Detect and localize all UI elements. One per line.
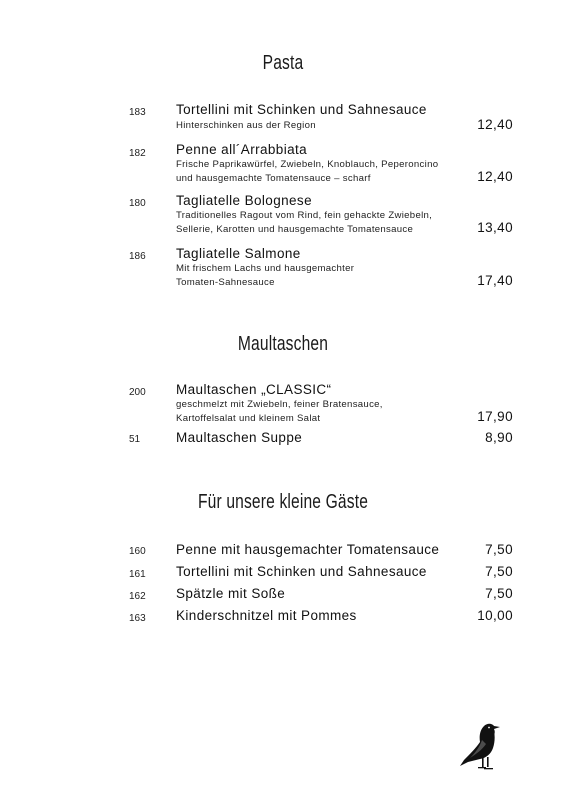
item-number: 180	[129, 198, 146, 209]
item-name: Maultaschen „CLASSIC“	[176, 382, 332, 397]
item-name: Kinderschnitzel mit Pommes	[176, 608, 357, 623]
section-title-maultaschen: Maultaschen	[237, 333, 329, 355]
item-price: 10,00	[477, 608, 513, 623]
item-number: 200	[129, 387, 146, 398]
item-description: Mit frischem Lachs und hausgemachter	[176, 263, 355, 274]
item-price: 13,40	[477, 220, 513, 235]
item-name: Penne mit hausgemachter Tomatensauce	[176, 542, 440, 557]
item-price: 12,40	[477, 169, 513, 184]
item-number: 163	[129, 613, 146, 624]
item-price: 7,50	[485, 542, 513, 557]
section-title-pasta: Pasta	[262, 52, 304, 74]
item-name: Penne all´Arrabbiata	[176, 142, 308, 157]
item-price: 17,90	[477, 409, 513, 424]
item-number: 186	[129, 251, 146, 262]
item-name: Tagliatelle Salmone	[176, 246, 301, 261]
item-description: Frische Paprikawürfel, Zwiebeln, Knoblauch, Peperoncino	[176, 159, 439, 170]
item-name: Tortellini mit Schinken und Sahnesauce	[176, 102, 427, 117]
item-name: Spätzle mit Soße	[176, 586, 286, 601]
item-price: 8,90	[485, 430, 513, 445]
raven-icon	[458, 722, 508, 774]
item-number: 162	[129, 591, 146, 602]
item-description: Sellerie, Karotten und hausgemachte Tomatensauce	[176, 224, 414, 235]
section-title-kinder: Für unsere kleine Gäste	[197, 491, 369, 513]
item-price: 7,50	[485, 586, 513, 601]
item-number: 183	[129, 107, 146, 118]
item-number: 51	[129, 434, 141, 445]
item-number: 160	[129, 546, 146, 557]
item-description: Kartoffelsalat und kleinem Salat	[176, 413, 321, 424]
item-number: 182	[129, 148, 146, 159]
item-price: 12,40	[477, 117, 513, 132]
item-description: Traditionelles Ragout vom Rind, fein gehackte Zwiebeln,	[176, 210, 433, 221]
item-description: und hausgemachte Tomatensauce – scharf	[176, 173, 371, 184]
item-price: 17,40	[477, 273, 513, 288]
item-description: Tomaten-Sahnesauce	[176, 277, 275, 288]
item-description: geschmelzt mit Zwiebeln, feiner Bratensauce,	[176, 399, 383, 410]
item-name: Maultaschen Suppe	[176, 430, 303, 445]
item-name: Tortellini mit Schinken und Sahnesauce	[176, 564, 427, 579]
item-price: 7,50	[485, 564, 513, 579]
item-description: Hinterschinken aus der Region	[176, 120, 316, 131]
item-number: 161	[129, 569, 146, 580]
item-name: Tagliatelle Bolognese	[176, 193, 312, 208]
